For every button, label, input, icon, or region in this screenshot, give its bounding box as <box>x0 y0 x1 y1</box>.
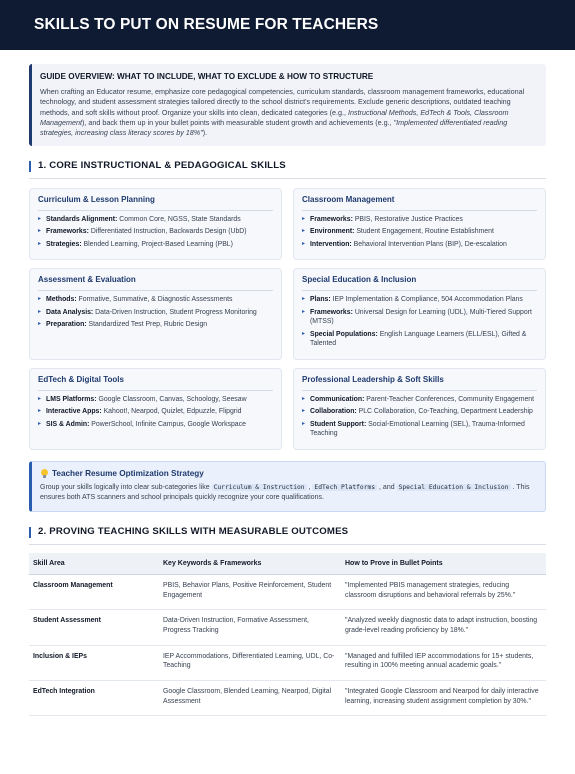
card-item: ▸ Collaboration: PLC Collaboration, Co-Teaching, Department Leadership <box>302 407 537 417</box>
overview-title: GUIDE OVERVIEW: WHAT TO INCLUDE, WHAT TO EXCLUDE & HOW TO STRUCTURE <box>40 72 374 81</box>
table-cell: "Implemented PBIS management strategies, reducing classroom disruptions and behavioral referrals by 25%." <box>341 575 546 610</box>
section-2-heading <box>29 526 546 545</box>
card-item: ▸ Student Support: Social-Emotional Learning (SEL), Trauma-Informed Teaching <box>302 420 537 439</box>
card-item: ▸ Environment: Student Engagement, Routine Establishment <box>302 227 537 237</box>
card-item: ▸ Frameworks: Differentiated Instruction, Backwards Design (UbD) <box>38 227 273 237</box>
card-item: ▸ Frameworks: Universal Design for Learning (UDL), Multi-Tiered Support (MTSS) <box>302 308 537 327</box>
table-cell: Google Classroom, Blended Learning, Nearpod, Digital Assessment <box>159 681 341 716</box>
strategy-heading <box>40 468 536 479</box>
card-item: ▸ Intervention: Behavioral Intervention Plans (BIP), De-escalation <box>302 240 537 250</box>
overview-text-part3: ). <box>202 127 208 137</box>
column-header: How to Prove in Bullet Points <box>341 553 546 575</box>
table-cell: "Managed and fulfilled IEP accommodations for 15+ students, resulting in 100% meeting annual academic goals." <box>341 645 546 680</box>
card-item: ▸ Special Populations: English Language Learners (ELL/ESL), Gifted & Talented <box>302 330 537 349</box>
table-row <box>29 575 546 610</box>
table-cell: "Analyzed weekly diagnostic data to adapt instruction, boosting grade-level reading proficiency by 18%." <box>341 610 546 645</box>
card-special-education <box>293 268 546 359</box>
card-curriculum <box>29 188 282 260</box>
card-title: EdTech & Digital Tools <box>38 375 273 391</box>
card-title: Curriculum & Lesson Planning <box>38 195 273 211</box>
card-leadership <box>293 368 546 450</box>
section-1-heading <box>29 160 546 179</box>
card-item: ▸ SIS & Admin: PowerSchool, Infinite Campus, Google Workspace <box>38 420 273 430</box>
card-item: ▸ LMS Platforms: Google Classroom, Canvas, Schoology, Seesaw <box>38 395 273 405</box>
code-chip: Special Education & Inclusion <box>398 483 509 491</box>
card-title: Special Education & Inclusion <box>302 275 537 291</box>
card-edtech <box>29 368 282 450</box>
overview-text <box>40 87 536 138</box>
page-title: SKILLS TO PUT ON RESUME FOR TEACHERS <box>34 15 379 33</box>
code-chip: EdTech Platforms <box>314 483 376 491</box>
card-item: ▸ Methods: Formative, Summative, & Diagnostic Assessments <box>38 295 273 305</box>
column-header: Skill Area <box>29 553 159 575</box>
card-item: ▸ Frameworks: PBIS, Restorative Justice Practices <box>302 215 537 225</box>
table-cell: PBIS, Behavior Plans, Positive Reinforcement, Student Engagement <box>159 575 341 610</box>
card-title: Professional Leadership & Soft Skills <box>302 375 537 391</box>
skills-grid <box>29 188 546 450</box>
table-cell: IEP Accommodations, Differentiated Learning, UDL, Co-Teaching <box>159 645 341 680</box>
card-item: ▸ Preparation: Standardized Test Prep, Rubric Design <box>38 320 273 330</box>
card-item: ▸ Standards Alignment: Common Core, NGSS, State Standards <box>38 215 273 225</box>
card-item: ▸ Strategies: Blended Learning, Project-Based Learning (PBL) <box>38 240 273 250</box>
page-header <box>0 0 575 50</box>
table-cell: EdTech Integration <box>29 681 159 716</box>
guide-overview <box>29 64 546 146</box>
card-classroom-management <box>293 188 546 260</box>
overview-bullet-example: "Implemented differentiated reading strategies, increasing class literacy scores by 18%" <box>40 117 508 137</box>
table-row <box>29 645 546 680</box>
card-title: Assessment & Evaluation <box>38 275 273 291</box>
page-body <box>0 64 575 716</box>
table-cell: Classroom Management <box>29 575 159 610</box>
card-item: ▸ Plans: IEP Implementation & Compliance, 504 Accommodation Plans <box>302 295 537 305</box>
section-accent-bar <box>29 527 31 538</box>
table-cell: Student Assessment <box>29 610 159 645</box>
outcomes-table <box>29 553 546 717</box>
table-cell: Inclusion & IEPs <box>29 645 159 680</box>
section-accent-bar <box>29 161 31 172</box>
overview-text-part1: When crafting an Educator resume, emphasize core pedagogical competencies, curriculum standards, classroom management frameworks, educational technology, and student assessment strategies tailored directly to the school district's requirements. Exclude generic descriptions, outdated teaching methods, and soft skills without proof. Organize your skills into clean, dedicated categories (e.g., <box>40 87 525 117</box>
card-item: ▸ Communication: Parent-Teacher Conferences, Community Engagement <box>302 395 537 405</box>
strategy-text: Group your skills logically into clear sub-categories like Curriculum & Instruction , EdTech Platforms , and Special Education & Inclusion . This ensures both ATS scanners and school principals quickly recognize your core qualifications. <box>40 483 530 502</box>
overview-text-part2: ), and back them up in your bullet points with measurable student growth and achievements (e.g., <box>81 117 394 127</box>
section-2-title: 2. PROVING TEACHING SKILLS WITH MEASURABLE OUTCOMES <box>38 525 349 537</box>
card-item: ▸ Interactive Apps: Kahoot!, Nearpod, Quizlet, Edpuzzle, Flipgrid <box>38 407 273 417</box>
strategy-title: Teacher Resume Optimization Strategy <box>52 468 204 478</box>
column-header: Key Keywords & Frameworks <box>159 553 341 575</box>
table-row <box>29 610 546 645</box>
card-assessment <box>29 268 282 359</box>
table-cell: "Integrated Google Classroom and Nearpod for daily interactive learning, increasing student assignment completion by 30%." <box>341 681 546 716</box>
table-header-row <box>29 553 546 575</box>
card-title: Classroom Management <box>302 195 537 211</box>
optimization-strategy-callout <box>29 461 546 512</box>
card-item: ▸ Data Analysis: Data-Driven Instruction, Student Progress Monitoring <box>38 308 273 318</box>
lightbulb-icon <box>40 469 48 478</box>
overview-categories-example: Instructional Methods, EdTech & Tools, Classroom Management <box>40 107 509 127</box>
code-chip: Curriculum & Instruction <box>213 483 305 491</box>
section-1-title: 1. CORE INSTRUCTIONAL & PEDAGOGICAL SKILLS <box>38 160 286 172</box>
table-row <box>29 681 546 716</box>
table-cell: Data-Driven Instruction, Formative Assessment, Progress Tracking <box>159 610 341 645</box>
